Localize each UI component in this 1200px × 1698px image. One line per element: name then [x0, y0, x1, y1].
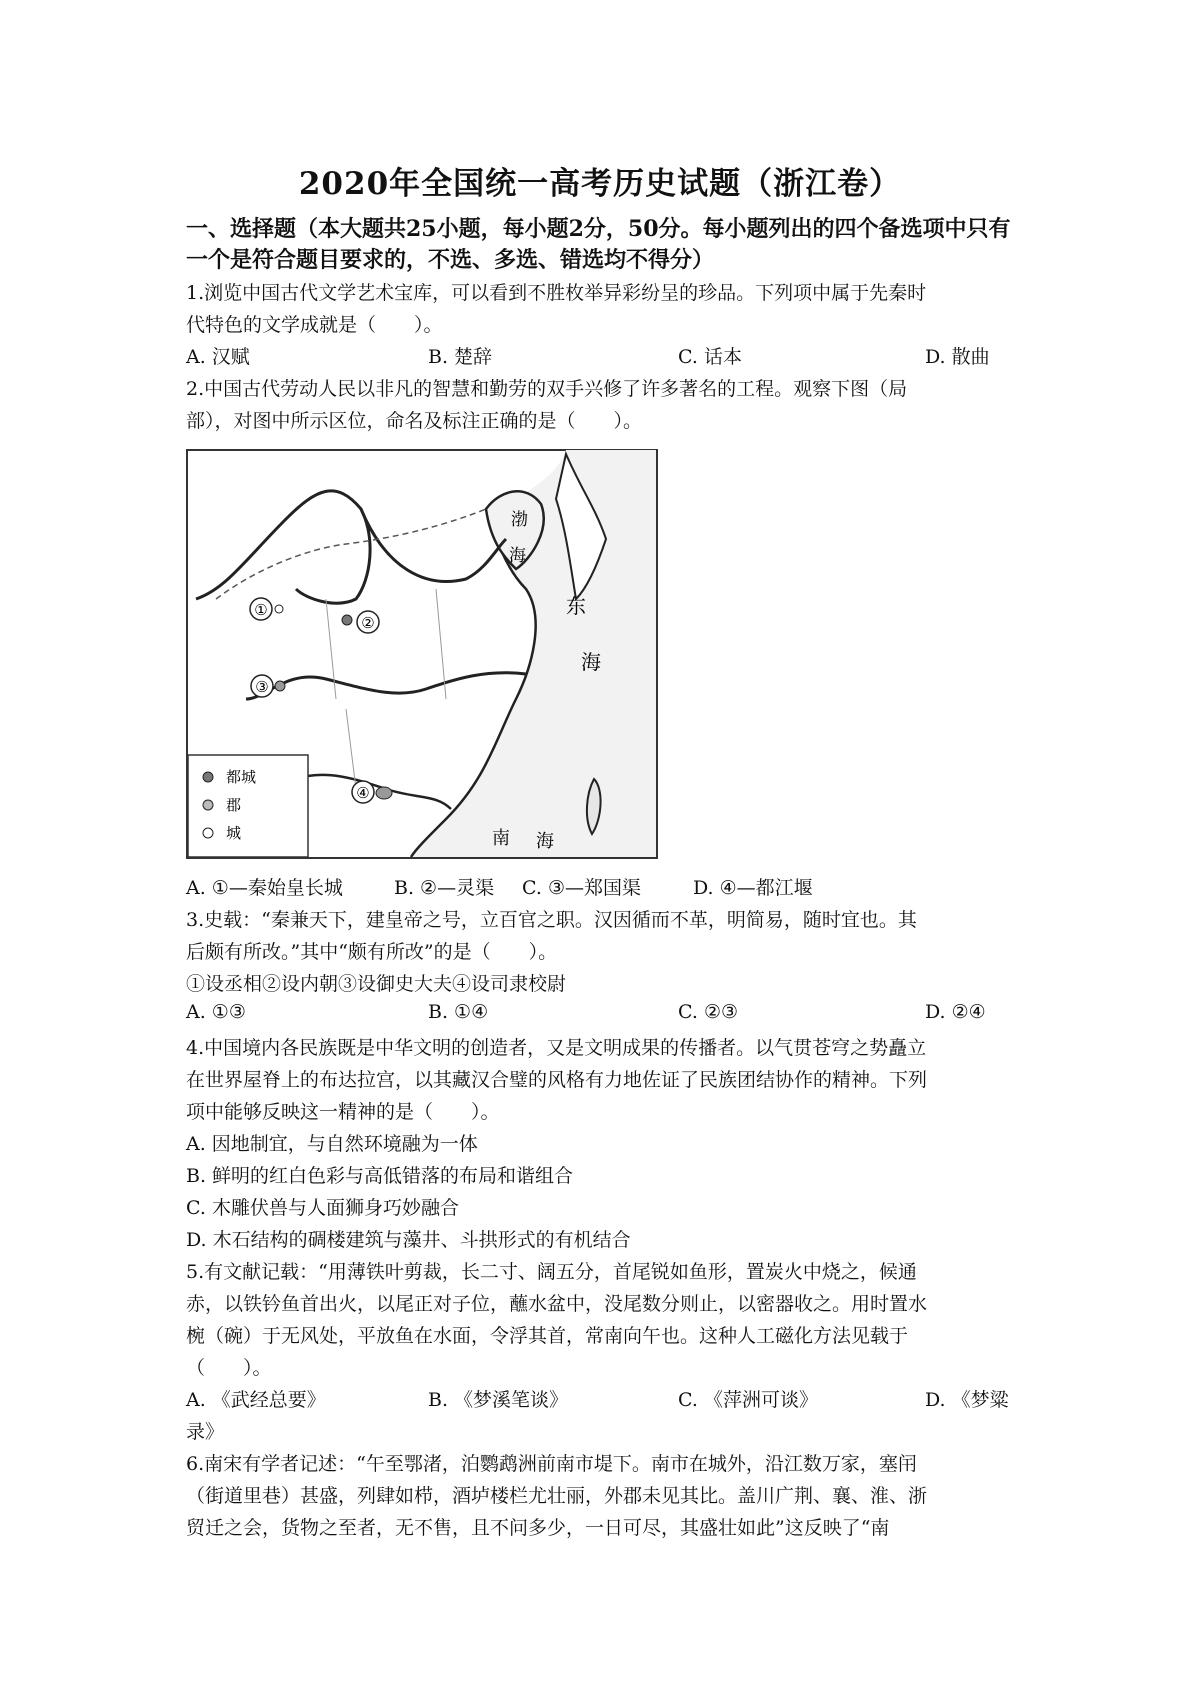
q6-line-2: （街道里巷）甚盛，列肆如栉，酒垆楼栏尤壮丽，外郡未见其比。盖川广荆、襄、淮、浙: [186, 1485, 928, 1507]
q4-option-d: D. 木石结构的碉楼建筑与藻井、斗拱形式的有机结合: [186, 1229, 631, 1251]
q5-line-3: 椀（碗）于无风处，平放鱼在水面，令浮其首，常南向午也。这种人工磁化方法见载于: [186, 1325, 909, 1347]
q6-line-1: 6.南宋有学者记述：“午至鄂渚，泊鹦鹉洲前南市堤下。南市在城外，沿江数万家，塞闬: [186, 1453, 917, 1475]
map-legend: [188, 755, 308, 857]
q4-option-b: B. 鲜明的红白色彩与高低错落的布局和谐组合: [186, 1165, 574, 1187]
q5-option-d-wrap: 录》: [186, 1421, 225, 1443]
legend-capital: 都城: [226, 768, 257, 786]
svg-text:②: ②: [361, 614, 375, 632]
q2-option-b: B. ②—灵渠: [394, 877, 495, 899]
q4-option-a: A. 因地制宜，与自然环境融为一体: [186, 1133, 478, 1155]
q2-option-d: D. ④—都江堰: [693, 877, 813, 899]
svg-text:①: ①: [254, 601, 268, 619]
q3-option-d: D. ②④: [925, 1001, 986, 1023]
sea-label-hai-1: 海: [509, 546, 526, 566]
q2-line-1: 2.中国古代劳动人民以非凡的智慧和勤劳的双手兴修了许多著名的工程。观察下图（局: [186, 378, 908, 400]
q3-option-a: A. ①③: [186, 1001, 246, 1023]
sea-label-bo: 渤: [511, 510, 528, 530]
q3-line-1: 3.史载：“秦兼天下，建皇帝之号，立百官之职。汉因循而不革，明简易，随时宜也。其: [186, 909, 917, 931]
q6-line-3: 贸迁之会，货物之至者，无不售，且不问多少，一日可尽，其盛壮如此”这反映了“南: [186, 1517, 890, 1539]
q5-option-a: A. 《武经总要》: [186, 1389, 326, 1411]
q5-option-d: D. 《梦粱: [925, 1389, 1009, 1411]
svg-text:③: ③: [255, 678, 269, 696]
page-title: 2020年全国统一高考历史试题（浙江卷）: [298, 166, 902, 202]
legend-city: 城: [226, 824, 242, 842]
svg-text:④: ④: [356, 784, 370, 802]
q4-line-3: 项中能够反映这一精神的是（ ）。: [186, 1101, 500, 1123]
sea-label-nan: 南: [492, 828, 510, 849]
q5-line-2: 赤，以铁钤鱼首出火，以尾正对子位，蘸水盆中，没尾数分则止，以密器收之。用时置水: [186, 1293, 928, 1315]
q1-line-1: 1.浏览中国古代文学艺术宝库，可以看到不胜枚举异彩纷呈的珍品。下列项中属于先秦时: [186, 282, 927, 304]
sea-label-dong: 东: [566, 594, 586, 618]
legend-commandery: 郡: [226, 796, 242, 814]
q1-line-2: 代特色的文学成就是（ ）。: [186, 314, 443, 336]
q2-option-c: C. ③—郑国渠: [522, 877, 641, 899]
q3-line-2: 后颇有所改。”其中“颇有所改”的是（ ）。: [186, 941, 558, 963]
q4-option-c: C. 木雕伏兽与人面狮身巧妙融合: [186, 1197, 459, 1219]
q1-option-c: C. 话本: [678, 346, 742, 368]
q2-line-2: 部），对图中所示区位，命名及标注正确的是（ ）。: [186, 410, 643, 432]
q5-line-4: （ ）。: [186, 1357, 272, 1379]
q4-line-2: 在世界屋脊上的布达拉宫，以其藏汉合璧的风格有力地佐证了民族团结协作的精神。下列: [186, 1069, 928, 1091]
q5-line-1: 5.有文献记载：“用薄铁叶剪裁，长二寸、阔五分，首尾锐如鱼形，置炭火中烧之，候通: [186, 1261, 917, 1283]
q5-option-b: B. 《梦溪笔谈》: [428, 1389, 569, 1411]
q5-option-c: C. 《萍洲可谈》: [678, 1389, 818, 1411]
q4-line-1: 4.中国境内各民族既是中华文明的创造者，又是文明成果的传播者。以气贯苍穹之势矗立: [186, 1037, 927, 1059]
q3-option-b: B. ①④: [428, 1001, 489, 1023]
q2-option-a: A. ①—秦始皇长城: [186, 877, 343, 899]
section-heading: 一、选择题（本大题共25小题，每小题2分，50分。每小题列出的四个备选项中只有一个是符合题目要求的，不选、多选、错选均不得分）: [186, 216, 1011, 273]
q3-line-3: ①设丞相②设内朝③设御史大夫④设司隶校尉: [186, 973, 567, 995]
q3-option-c: C. ②③: [678, 1001, 739, 1023]
sea-label-hai-3: 海: [536, 831, 554, 852]
q1-option-b: B. 楚辞: [428, 346, 493, 368]
q1-option-d: D. 散曲: [925, 346, 990, 368]
sea-label-hai-2: 海: [581, 650, 601, 674]
q1-option-a: A. 汉赋: [186, 346, 250, 368]
china-water-projects-map: [186, 449, 658, 859]
